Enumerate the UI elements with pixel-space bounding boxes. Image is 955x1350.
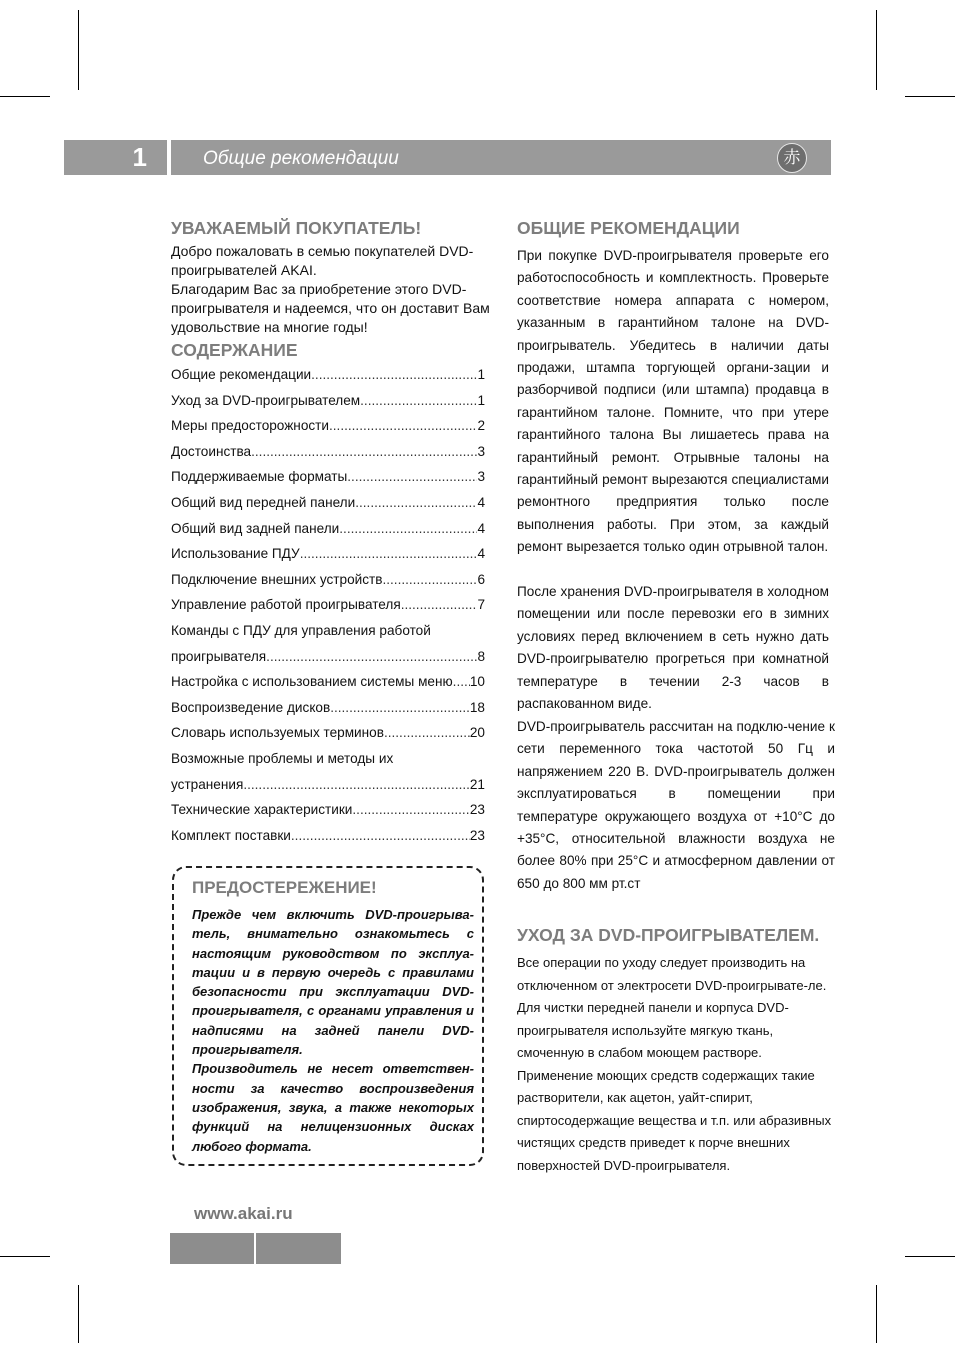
toc-item-label: Общий вид передней панели <box>171 494 356 510</box>
toc-leader-dots <box>384 720 470 746</box>
toc-item-label: Уход за DVD-проигрывателем <box>171 392 361 408</box>
general-recommendations-heading: ОБЩИЕ РЕКОМЕНДАЦИИ <box>517 218 740 238</box>
toc-item[interactable] <box>171 388 485 414</box>
toc-leader-dots <box>300 541 478 567</box>
toc-item-label: Технические характеристики <box>171 802 353 818</box>
warning-text: Прежде чем включить DVD-проигрыва-тель, внимательно ознакомьтесь с настоящим руководством по эксплуа-тации и в первую очередь с правилами безопасности при эксплуатации DVD-проигрывателя, с органами управления и надписями на задней панели DVD-проигрывателя. Производитель не несет ответствен-ности за качество воспроизведения изображения, звука, а также некоторых функций на нелицензионных дисках любого формата. <box>192 907 474 1154</box>
footer-block <box>170 1233 254 1264</box>
akai-logo-icon: 赤 <box>777 143 807 173</box>
toc-item[interactable] <box>171 592 485 618</box>
toc-item-label: Подключение внешних устройств <box>171 571 383 587</box>
toc-leader-dots <box>355 490 477 516</box>
toc-leader-dots <box>347 464 477 490</box>
toc-item-label: Воспроизведение дисков <box>171 699 331 715</box>
toc-item-label: устранения <box>171 776 244 792</box>
toc-item[interactable] <box>171 695 485 721</box>
toc-item-page: 3 <box>477 469 485 485</box>
toc-leader-dots <box>352 797 469 823</box>
toc-leader-dots <box>251 439 477 465</box>
care-heading: УХОД ЗА DVD-ПРОИГРЫВАТЕЛЕМ. <box>517 925 820 945</box>
toc-item-label: Команды с ПДУ для управления работой <box>171 622 431 638</box>
toc-item-page: 21 <box>469 776 485 792</box>
toc-item-label: Общие рекомендации <box>171 367 312 382</box>
toc-item-label: Поддерживаемые форматы <box>171 469 348 485</box>
toc-item-page: 6 <box>477 571 485 587</box>
toc-item[interactable] <box>171 516 485 542</box>
toc-item[interactable] <box>171 746 485 772</box>
toc-item-page: 8 <box>477 648 485 664</box>
toc-item[interactable] <box>171 490 485 516</box>
contents-heading: СОДЕРЖАНИЕ <box>171 340 298 360</box>
crop-mark <box>0 1256 50 1257</box>
toc-item-page: 7 <box>477 597 485 613</box>
crop-mark <box>78 1285 79 1343</box>
toc-item-page: 23 <box>469 802 485 818</box>
greeting-text: Добро пожаловать в семью покупателей DVD-проигрывателей AKAI. Благодарим Вас за приобретение этого DVD-проигрывателя и надеемся, что он доставит Вам удовольствие на многие годы! <box>171 243 490 335</box>
toc-leader-dots <box>382 567 477 593</box>
toc-item[interactable] <box>171 439 485 465</box>
care-text: Все операции по уходу следует производить на отключенном от электросети DVD-проигрывате-ле. Для чистки передней панели и корпуса DVD-проигрывателя используйте мягкую ткань, смоченную в слабом моющем растворе. Применение моющих средств содержащих такие растворители, как ацетон, уайт-спирит, спиртосодержащие вещества и т.п. или абразивных чистящих средств приведет к порче внешних поверхностей DVD-проигрывателя. <box>517 955 832 1173</box>
crop-mark <box>0 96 50 97</box>
toc-item[interactable] <box>171 772 485 798</box>
toc-item-page: 4 <box>477 546 485 562</box>
footer-block <box>256 1233 341 1264</box>
warning-box <box>172 866 484 1166</box>
toc-item-page: 4 <box>477 494 485 510</box>
toc-item-label: Настройка с использованием системы меню <box>171 674 453 690</box>
toc-item-page: 10 <box>469 674 485 690</box>
warning-heading: ПРЕДОСТЕРЕЖЕНИЕ! <box>192 878 377 897</box>
toc-item-label: Меры предосторожности <box>171 418 329 434</box>
general-paragraph-2: После хранения DVD-проигрывателя в холодном помещении или после перевозки его в зимних условиях перед включением в сеть нужно дать DVD-проигрывателю прогреться при комнатной температуре в течении 2-3 часов в распакованном виде. <box>517 584 829 712</box>
toc-item-label: проигрывателя <box>171 648 267 664</box>
page-number: 1 <box>64 140 167 175</box>
toc-item[interactable] <box>171 464 485 490</box>
toc-item[interactable] <box>171 541 485 567</box>
toc-item-label: Комплект поставки <box>171 827 291 843</box>
website-link[interactable]: www.akai.ru <box>194 1204 293 1223</box>
toc-item-page: 18 <box>469 699 485 715</box>
crop-mark <box>876 1285 877 1343</box>
crop-mark <box>876 10 877 90</box>
toc-item-label: Общий вид задней панели <box>171 520 340 536</box>
toc-leader-dots <box>266 644 477 670</box>
toc-item-label: Достоинства <box>171 443 252 459</box>
toc-item[interactable] <box>171 669 485 695</box>
table-of-contents <box>171 362 485 848</box>
toc-leader-dots <box>360 388 477 414</box>
toc-item-label: Использование ПДУ <box>171 546 300 562</box>
toc-item-label: Возможные проблемы и методы их <box>171 750 394 766</box>
toc-item-page: 23 <box>469 827 485 843</box>
general-paragraph-1: При покупке DVD-проигрывателя проверьте его работоспособность и комплектность. Проверьте соответствие номера аппарата с номером, указанным в гарантийном талоне на DVD-проигрыватель. Убедитесь в наличии даты продажи, штампа торгующей органи-зации и разборчивой подписи (или штампа) продавца в гарантийном талоне. Помните, что при утере гарантийного талона Вы лишаетесь права на гарантийный ремонт. Отрывные талоны на гарантийный ремонт вырезаются специалистами ремонтного предприятия только после выполнения работы. При этом, за каждый ремонт вырезается только один отрывной талон. <box>517 248 829 555</box>
toc-item[interactable] <box>171 644 485 670</box>
toc-item-page: 20 <box>469 725 485 741</box>
chapter-title: Общие рекомендации <box>203 148 399 169</box>
greeting-heading: УВАЖАЕМЫЙ ПОКУПАТЕЛЬ! <box>171 218 422 238</box>
toc-item[interactable] <box>171 618 485 644</box>
toc-item-page: 3 <box>477 443 485 459</box>
toc-item-page: 1 <box>477 392 485 408</box>
toc-item[interactable] <box>171 823 485 849</box>
toc-leader-dots <box>291 823 470 849</box>
crop-mark <box>905 96 955 97</box>
chapter-header <box>171 140 831 175</box>
toc-item-page: 2 <box>477 418 485 434</box>
general-paragraph-3: DVD-проигрыватель рассчитан на подклю-чение к сети переменного тока частотой 50 Гц и напряжением 220 В. DVD-проигрыватель должен эксплуатироваться в помещении при температуре окружающего воздуха от +10°С до +35°С, относительной влажности воздуха не более 80% при 25°С и атмосферном давлении от 650 до 800 мм рт.ст <box>517 719 835 891</box>
toc-leader-dots <box>330 695 470 721</box>
toc-item[interactable] <box>171 413 485 439</box>
toc-item[interactable] <box>171 567 485 593</box>
toc-item[interactable] <box>171 720 485 746</box>
toc-item-label: Словарь используемых терминов <box>171 725 384 741</box>
toc-item-label: Управление работой проигрывателя <box>171 597 401 613</box>
toc-leader-dots <box>311 362 477 388</box>
toc-leader-dots <box>243 772 470 798</box>
crop-mark <box>78 10 79 90</box>
toc-item[interactable] <box>171 797 485 823</box>
toc-item-page: 1 <box>477 367 485 382</box>
toc-leader-dots <box>329 413 477 439</box>
toc-leader-dots <box>401 592 478 618</box>
toc-item[interactable] <box>171 362 485 388</box>
crop-mark <box>905 1256 955 1257</box>
toc-item-page: 4 <box>477 520 485 536</box>
toc-leader-dots <box>453 669 470 695</box>
toc-leader-dots <box>339 516 477 542</box>
